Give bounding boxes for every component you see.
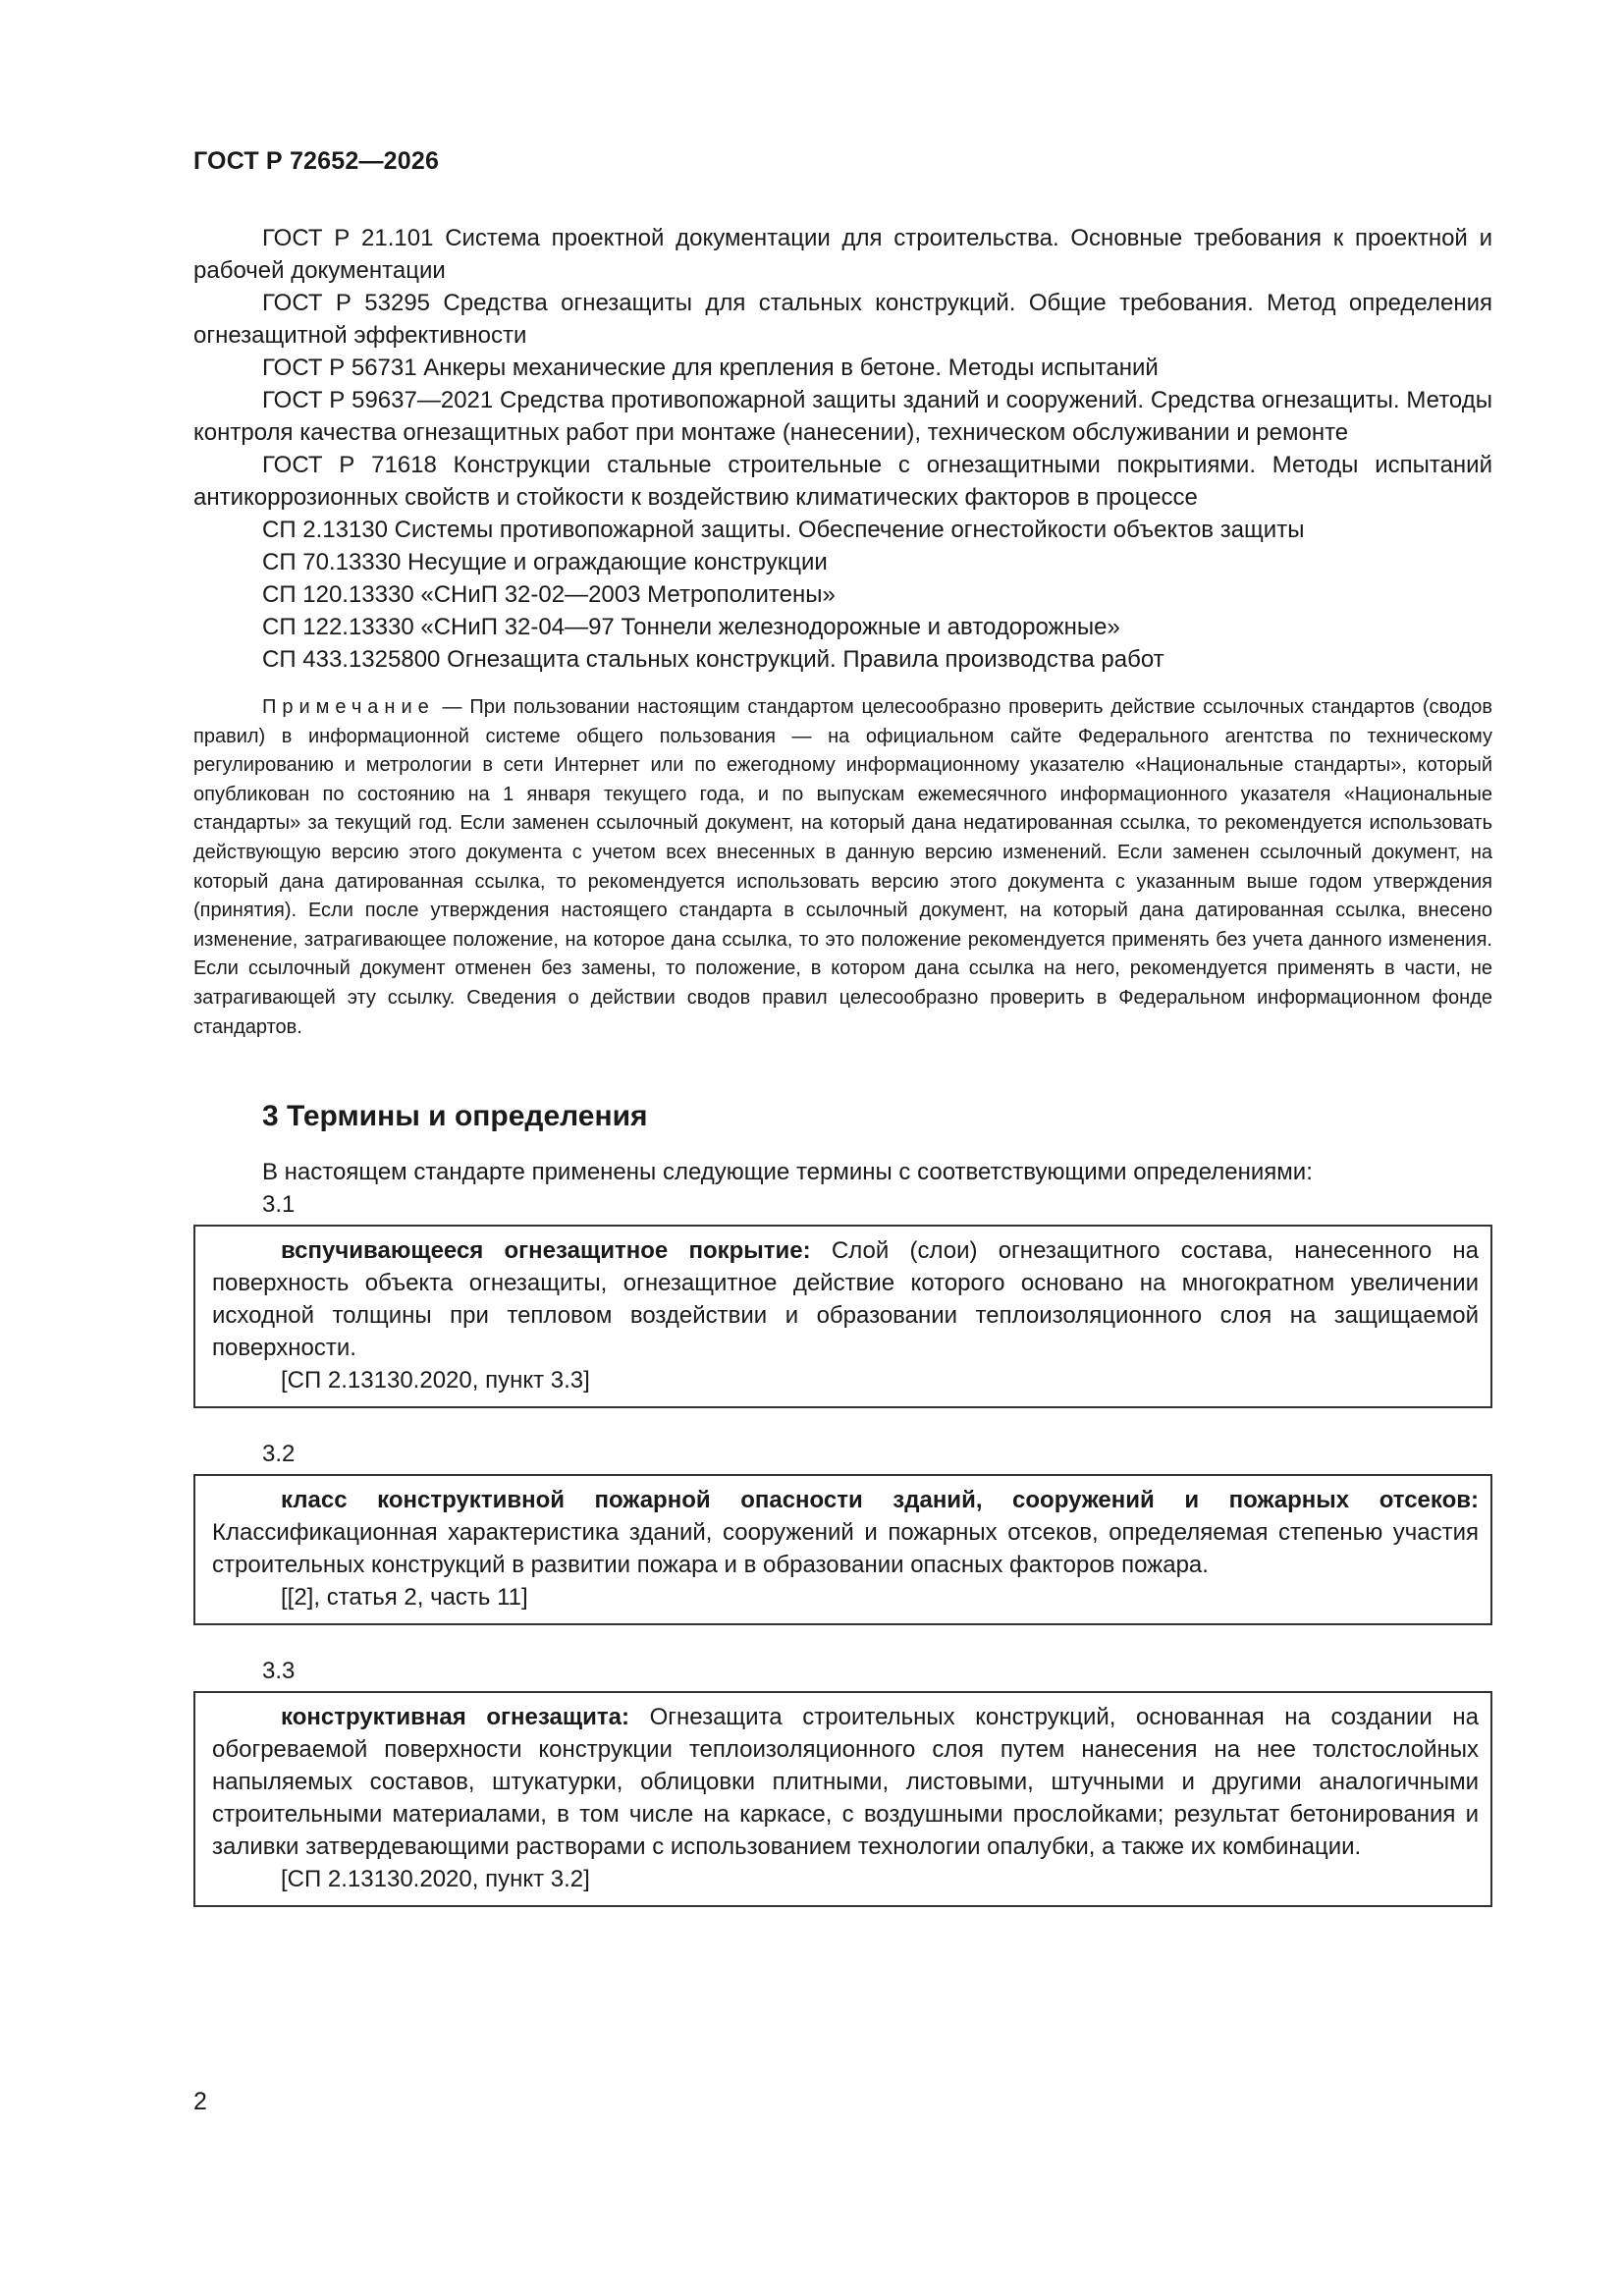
term-text: Огнезащита строительных конструкций, основанная на создании на обогреваемой поверхности конструкции теплоизоляционного слоя путем нанесения на нее толстослойных напыляемых составов, штукатурки, облицовки плитными, листовыми, штучными и другими аналогичными строительными материалами, в том числе на каркасе, с воздушными прослойками; результат бетонирования и заливки затвердевающими растворами с использованием технологии опалубки, а также их комбинации.: [212, 1704, 1479, 1861]
term-entry: [193, 1474, 1492, 1625]
reference-item: СП 120.13330 «СНиП 32-02—2003 Метрополитены»: [262, 581, 836, 608]
document-header: ГОСТ Р 72652—2026: [193, 147, 440, 175]
reference-item: ГОСТ Р 59637—2021 Средства противопожарной защиты зданий и сооружений. Средства огнезащиты. Методы контроля качества огнезащитных работ при монтаже (нанесении), техническом обслуживании и ремонте: [193, 387, 1492, 446]
page-content: [193, 222, 1492, 1907]
reference-item: ГОСТ Р 71618 Конструкции стальные строительные с огнезащитными покрытиями. Методы испытаний антикоррозионных свойств и стойкости к воздействию климатических факторов в процессе: [193, 452, 1492, 511]
term-definition: [212, 1484, 1479, 1581]
term-definition: [212, 1701, 1479, 1863]
term-name: класс конструктивной пожарной опасности зданий, сооружений и пожарных отсеков:: [281, 1487, 1479, 1514]
term-entry: [193, 1691, 1492, 1907]
references-note: [193, 693, 1492, 1042]
term-entry: [193, 1225, 1492, 1408]
section-intro: В настоящем стандарте применены следующие термины с соответствующими определениями:: [262, 1159, 1313, 1186]
note-label: Примечание: [262, 696, 435, 718]
term-source: [СП 2.13130.2020, пункт 3.3]: [281, 1367, 590, 1394]
reference-item: ГОСТ Р 53295 Средства огнезащиты для стальных конструкций. Общие требования. Метод определения огнезащитной эффективности: [193, 290, 1492, 349]
term-definition: [212, 1234, 1479, 1364]
page-number: 2: [193, 2088, 207, 2115]
term-source: [СП 2.13130.2020, пункт 3.2]: [281, 1866, 590, 1893]
reference-item: СП 433.1325800 Огнезащита стальных конструкций. Правила производства работ: [262, 646, 1164, 673]
term-number: 3.2: [262, 1441, 296, 1468]
term-source: [[2], статья 2, часть 11]: [281, 1584, 528, 1612]
reference-item: ГОСТ Р 21.101 Система проектной документации для строительства. Основные требования к проектной и рабочей документации: [193, 225, 1492, 284]
note-text: — При пользовании настоящим стандартом целесообразно проверить действие ссылочных стандартов (сводов правил) в информационной системе общего пользования — на официальном сайте Федерального агентства по техническому регулированию и метрологии в сети Интернет или по ежегодному информационному указателю «Национальные стандарты», который опубликован по состоянию на 1 января текущего года, и по выпускам ежемесячного информационного указателя «Национальные стандарты» за текущий год. Если заменен ссылочный документ, на который дана недатированная ссылка, то рекомендуется использовать действующую версию этого документа с учетом всех внесенных в данную версию изменений. Если заменен ссылочный документ, на который дана датированная ссылка, то рекомендуется использовать версию этого документа с указанным выше годом утверждения (принятия). Если после утверждения настоящего стандарта в ссылочный документ, на который дана датированная ссылка, внесено изменение, затрагивающее положение, на которое дана ссылка, то это положение рекомендуется применять без учета данного изменения. Если ссылочный документ отменен без замены, то положение, в котором дана ссылка на него, рекомендуется применять в части, не затрагивающей эту ссылку. Сведения о действии сводов правил целесообразно проверить в Федеральном информационном фонде стандартов.: [193, 696, 1492, 1038]
reference-item: СП 2.13130 Системы противопожарной защиты. Обеспечение огнестойкости объектов защиты: [262, 517, 1305, 543]
reference-item: ГОСТ Р 56731 Анкеры механические для крепления в бетоне. Методы испытаний: [262, 355, 1159, 381]
term-name: конструктивная огнезащита:: [281, 1704, 629, 1731]
references-list: [193, 222, 1492, 676]
reference-item: СП 122.13330 «СНиП 32-04—97 Тоннели железнодорожные и автодорожные»: [262, 614, 1120, 640]
term-name: вспучивающееся огнезащитное покрытие:: [281, 1237, 811, 1265]
term-number: 3.1: [262, 1191, 296, 1219]
reference-item: СП 70.13330 Несущие и ограждающие конструкции: [262, 549, 828, 575]
term-text: Слой (слои) огнезащитного состава, нанесенного на поверхность объекта огнезащиты, огнезащитное действие которого основано на многократном увеличении исходной толщины при тепловом воздействии и образовании теплоизоляционного слоя на защищаемой поверхности.: [212, 1237, 1479, 1362]
term-number: 3.3: [262, 1658, 296, 1685]
term-text: Классификационная характеристика зданий, сооружений и пожарных отсеков, определяемая степенью участия строительных конструкций в развитии пожара и в образовании опасных факторов пожара.: [212, 1519, 1479, 1579]
section-title: 3 Термины и определения: [262, 1100, 648, 1133]
